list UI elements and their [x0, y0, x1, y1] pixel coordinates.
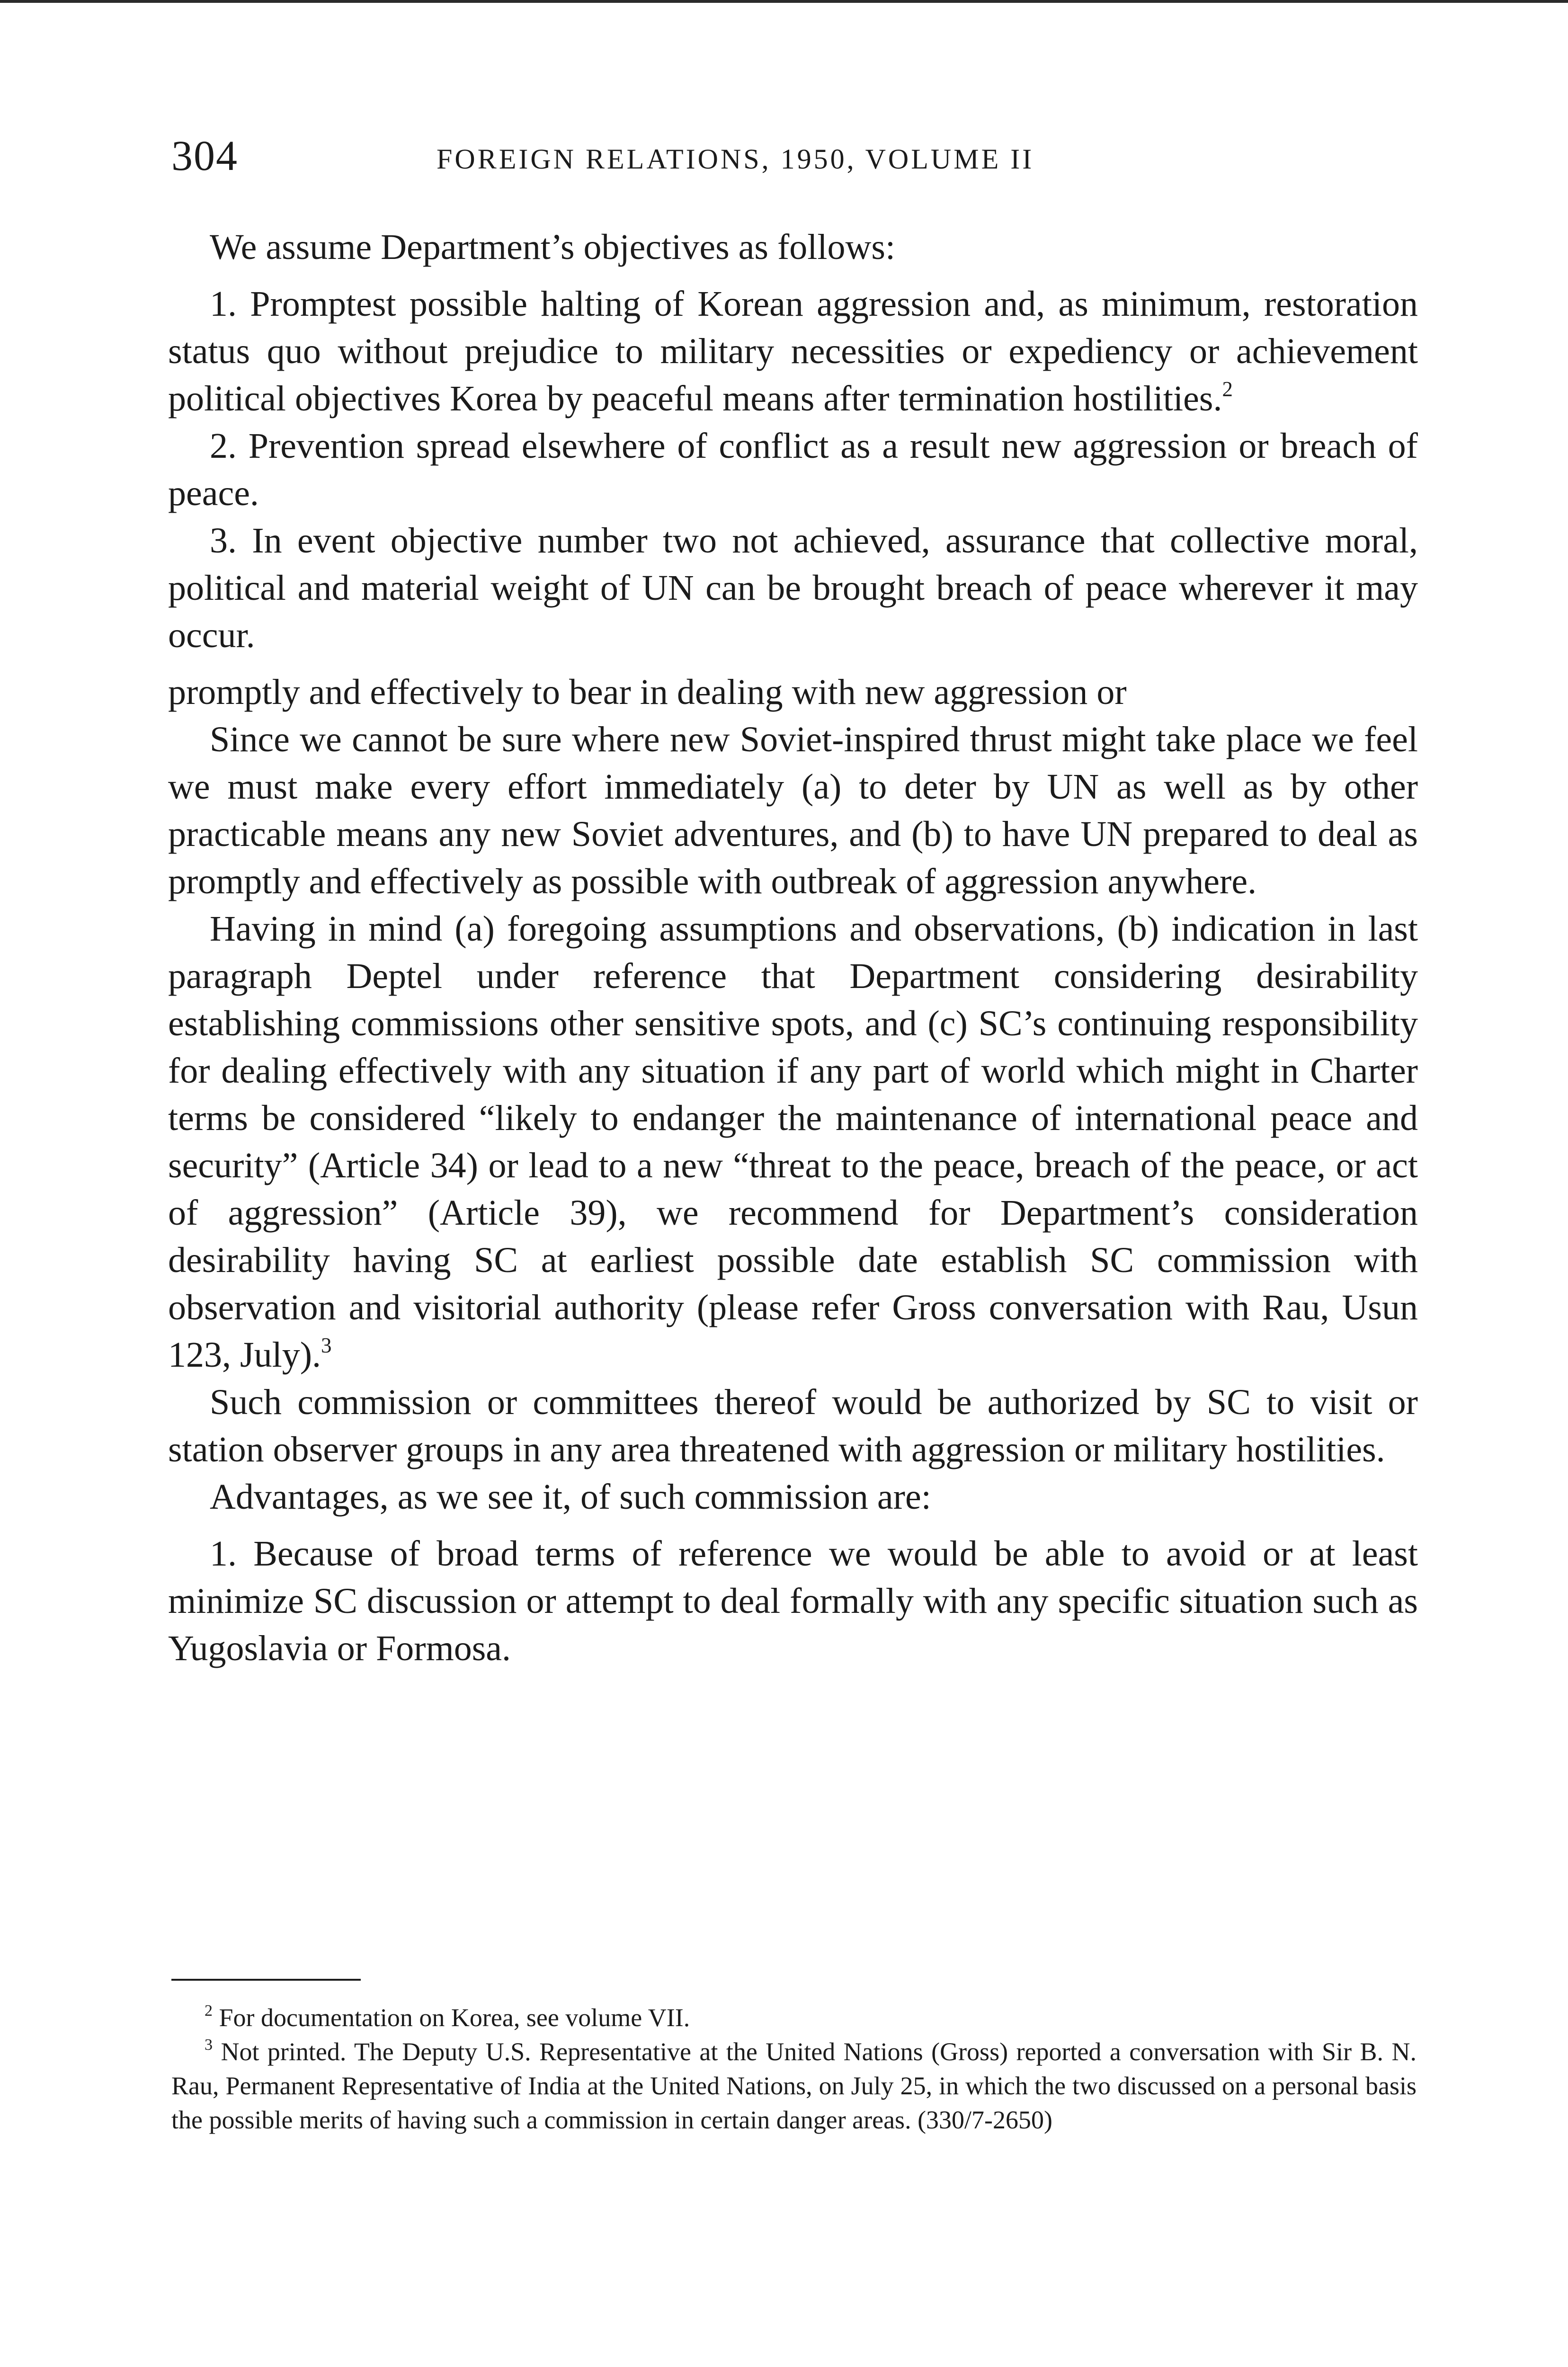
- page-header: [171, 130, 1421, 182]
- footnote-3: [171, 2035, 1417, 2137]
- running-head: FOREIGN RELATIONS, 1950, VOLUME II: [437, 143, 1034, 175]
- footnote-2-marker: 2: [205, 2002, 213, 2020]
- advantage-1: 1. Because of broad terms of reference we would be able to avoid or at least minimize SC discussion or attempt to deal formally with any specific situation such as Yugoslavia or Formosa.: [168, 1534, 1418, 1668]
- footnote-rule: [171, 1979, 361, 1981]
- footnote-2: [171, 2001, 1417, 2035]
- footnotes: [171, 1979, 1417, 2137]
- paragraph-advantages: Advantages, as we see it, of such commission are:: [210, 1477, 931, 1517]
- footnote-3-marker: 3: [205, 2036, 213, 2054]
- paragraph-such-commission: Such commission or committees thereof would be authorized by SC to visit or station observer groups in any area threatened with aggression or military hostilities.: [168, 1382, 1418, 1469]
- page-top-edge: [0, 0, 1568, 3]
- footnote-ref-2: 2: [1222, 377, 1233, 401]
- paragraph-having-in-mind: [168, 905, 1418, 1379]
- objective-3: 3. In event objective number two not achieved, assurance that collective moral, political and material weight of UN can be brought breach of peace wherever it may occur.: [168, 521, 1418, 655]
- intro-paragraph: We assume Department’s objectives as follows:: [210, 227, 896, 267]
- footnote-3-text: Not printed. The Deputy U.S. Representative at the United Nations (Gross) reported a conversation with Sir B. N. Rau, Permanent Representative of India at the United Nations, on July 25, in which the two discussed on a personal basis the possible merits of having such a commission in certain danger areas. (330/7-2650): [171, 2038, 1417, 2134]
- misplaced-line: promptly and effectively to bear in dealing with new aggression or: [168, 672, 1127, 712]
- objective-1: [168, 280, 1418, 422]
- body-text: [168, 223, 1418, 1672]
- objective-1-text: 1. Promptest possible halting of Korean aggression and, as minimum, restoration status quo without prejudice to military necessities or expediency or achievement political objectives Korea by peaceful means after termination hostilities.: [168, 284, 1418, 418]
- objective-2: 2. Prevention spread elsewhere of conflict as a result new aggression or breach of peace.: [168, 426, 1418, 513]
- footnote-2-text: For documentation on Korea, see volume VII.: [219, 2003, 690, 2032]
- paragraph-having-text: Having in mind (a) foregoing assumptions and observations, (b) indication in last paragraph Deptel under reference that Department considering desirability establishing commissions other sensitive spots, and (c) SC’s continuing responsibility for dealing effectively with any situation if any part of world which might in Charter terms be considered “likely to endanger the maintenance of international peace and security” (Article 34) or lead to a new “threat to the peace, breach of the peace, or act of aggression” (Article 39), we recommend for Department’s consideration desirability having SC at earliest possible date establish SC commission with observation and visitorial authority (please refer Gross conversation with Rau, Usun 123, July).: [168, 909, 1418, 1375]
- footnote-ref-3: 3: [321, 1334, 332, 1357]
- page-number: 304: [171, 133, 238, 179]
- paragraph-since: Since we cannot be sure where new Soviet-inspired thrust might take place we feel we must make every effort immediately (a) to deter by UN as well as by other practicable means any new Soviet adventures, and (b) to have UN prepared to deal as promptly and effectively as possible with outbreak of aggression anywhere.: [168, 720, 1418, 901]
